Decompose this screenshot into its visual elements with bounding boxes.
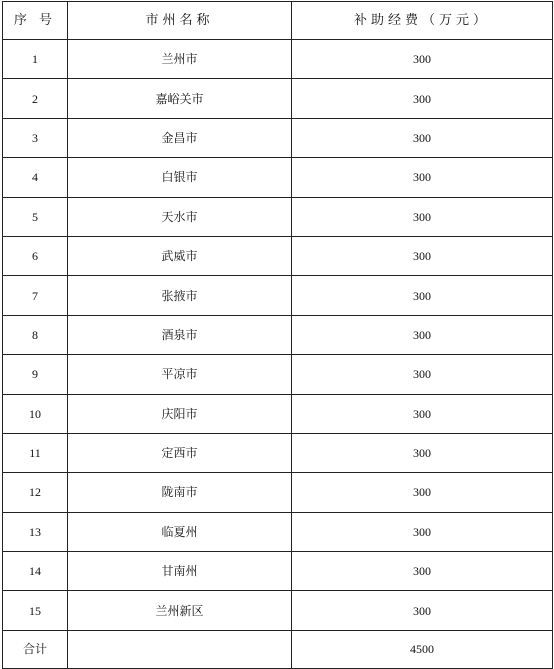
row-city-cell: 酒泉市 <box>68 315 292 354</box>
row-city-cell: 白银市 <box>68 158 292 197</box>
table-row <box>3 473 553 512</box>
row-amount-cell: 300 <box>292 473 553 512</box>
row-index-cell: 14 <box>3 552 68 591</box>
total-label-cell: 合计 <box>3 630 68 668</box>
row-city-cell: 张掖市 <box>68 276 292 315</box>
table-row <box>3 118 553 157</box>
table-row <box>3 40 553 79</box>
row-index-cell: 6 <box>3 236 68 275</box>
row-amount-cell: 300 <box>292 552 553 591</box>
table-row <box>3 236 553 275</box>
row-city-cell: 庆阳市 <box>68 394 292 433</box>
row-amount-cell: 300 <box>292 315 553 354</box>
header-funding-amount: 补助经费（万元） <box>292 2 553 40</box>
table-row <box>3 197 553 236</box>
row-city-cell: 兰州市 <box>68 40 292 79</box>
row-index-cell: 1 <box>3 40 68 79</box>
table-row <box>3 79 553 118</box>
header-city-name: 市州名称 <box>68 2 292 40</box>
row-amount-cell: 300 <box>292 355 553 394</box>
row-index-cell: 7 <box>3 276 68 315</box>
table-row <box>3 158 553 197</box>
row-city-cell: 平凉市 <box>68 355 292 394</box>
row-amount-cell: 300 <box>292 512 553 551</box>
row-index-cell: 15 <box>3 591 68 630</box>
row-amount-cell: 300 <box>292 40 553 79</box>
row-amount-cell: 300 <box>292 591 553 630</box>
row-city-cell: 临夏州 <box>68 512 292 551</box>
table-header <box>3 2 553 40</box>
row-city-cell: 陇南市 <box>68 473 292 512</box>
row-city-cell: 武威市 <box>68 236 292 275</box>
row-index-cell: 3 <box>3 118 68 157</box>
row-amount-cell: 300 <box>292 79 553 118</box>
row-index-cell: 13 <box>3 512 68 551</box>
table-row <box>3 433 553 472</box>
table-row <box>3 512 553 551</box>
table-row <box>3 355 553 394</box>
row-index-cell: 2 <box>3 79 68 118</box>
table-row <box>3 276 553 315</box>
funding-allocation-table <box>2 1 553 669</box>
row-index-cell: 5 <box>3 197 68 236</box>
header-index: 序 号 <box>3 2 68 40</box>
table-body <box>3 40 553 669</box>
table-row <box>3 552 553 591</box>
total-row <box>3 630 553 668</box>
row-amount-cell: 300 <box>292 394 553 433</box>
header-row <box>3 2 553 40</box>
table-row <box>3 394 553 433</box>
row-index-cell: 11 <box>3 433 68 472</box>
row-city-cell: 嘉峪关市 <box>68 79 292 118</box>
row-index-cell: 9 <box>3 355 68 394</box>
row-amount-cell: 300 <box>292 197 553 236</box>
row-amount-cell: 300 <box>292 433 553 472</box>
total-amount-cell: 4500 <box>292 630 553 668</box>
total-city-cell <box>68 630 292 668</box>
row-amount-cell: 300 <box>292 118 553 157</box>
row-amount-cell: 300 <box>292 158 553 197</box>
table-row <box>3 315 553 354</box>
row-city-cell: 兰州新区 <box>68 591 292 630</box>
row-amount-cell: 300 <box>292 276 553 315</box>
row-index-cell: 12 <box>3 473 68 512</box>
row-city-cell: 金昌市 <box>68 118 292 157</box>
row-city-cell: 定西市 <box>68 433 292 472</box>
row-index-cell: 8 <box>3 315 68 354</box>
row-amount-cell: 300 <box>292 236 553 275</box>
table-row <box>3 591 553 630</box>
row-index-cell: 10 <box>3 394 68 433</box>
row-city-cell: 天水市 <box>68 197 292 236</box>
row-index-cell: 4 <box>3 158 68 197</box>
row-city-cell: 甘南州 <box>68 552 292 591</box>
